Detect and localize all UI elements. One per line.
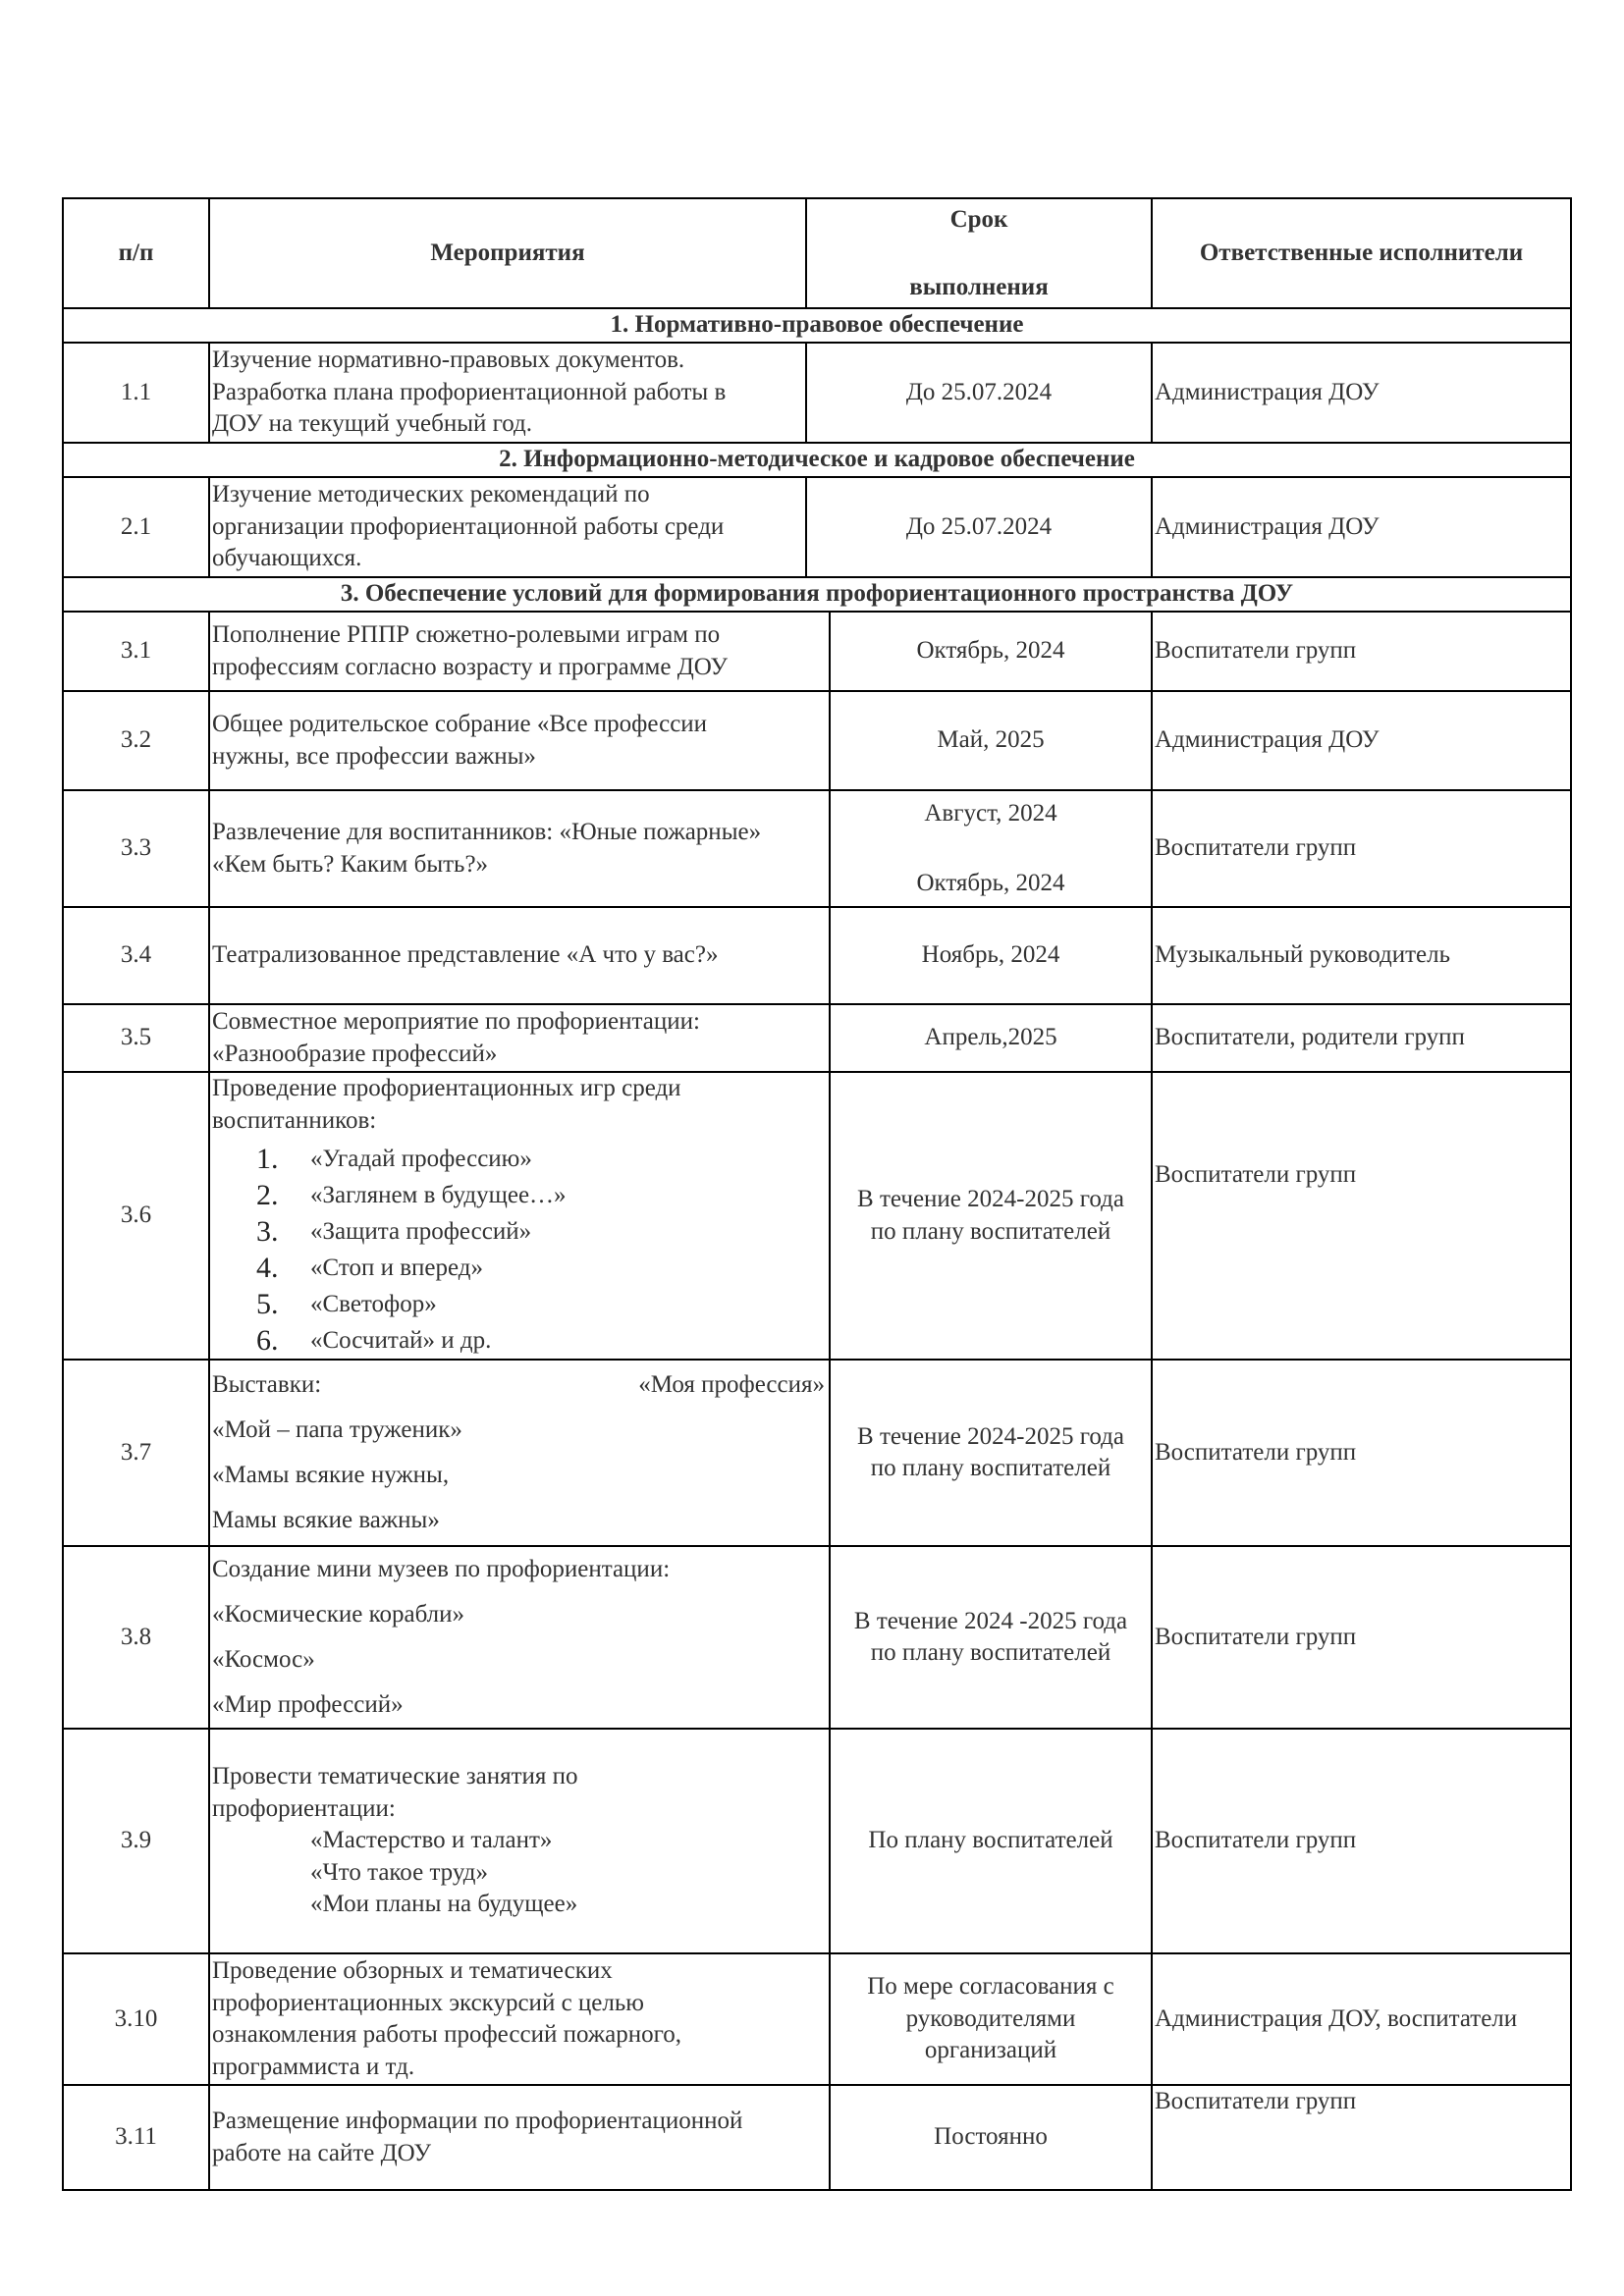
row-number: 3.11 — [63, 2085, 209, 2190]
header-event: Мероприятия — [209, 198, 806, 308]
deadline-line: организаций — [924, 2037, 1057, 2064]
event-line: «Мир профессий» — [212, 1691, 404, 1718]
row-deadline: Апрель,2025 — [830, 1004, 1152, 1072]
table-row — [63, 477, 1571, 577]
deadline-line: В течение 2024 -2025 года — [853, 1607, 1128, 1634]
row-responsible: Администрация ДОУ — [1152, 343, 1571, 443]
list-item: «Светофор» — [310, 1291, 437, 1317]
row-responsible: Воспитатели групп — [1152, 1546, 1571, 1729]
event-line: Разработка плана профориентационной работы в — [212, 378, 727, 405]
event-line: ознакомления работы профессий пожарного, — [212, 2021, 681, 2048]
event-line: ДОУ на текущий учебный год. — [212, 410, 533, 438]
row-responsible: Музыкальный руководитель — [1152, 907, 1571, 1004]
row-responsible: Администрация ДОУ — [1152, 691, 1571, 790]
event-line: «Космические корабли» — [212, 1601, 465, 1628]
row-number: 3.2 — [63, 691, 209, 790]
deadline-line: по плану воспитателей — [870, 1217, 1111, 1245]
event-line: Развлечение для воспитанников: «Юные пожарные» — [212, 819, 762, 845]
row-event — [209, 691, 830, 790]
row-event — [209, 1360, 830, 1546]
event-line: профориентации: — [212, 1794, 396, 1822]
list-item: «Заглянем в будущее…» — [310, 1182, 567, 1208]
table-row — [63, 1546, 1571, 1729]
deadline-line: В течение 2024-2025 года — [857, 1186, 1124, 1212]
row-number: 3.6 — [63, 1072, 209, 1360]
event-line: Изучение методических рекомендаций по — [212, 481, 650, 508]
row-number: 3.1 — [63, 612, 209, 691]
deadline-line: по плану воспитателей — [870, 1455, 1111, 1481]
list-item: «Стоп и вперед» — [310, 1255, 483, 1281]
event-line: Создание мини музеев по профориентации: — [212, 1556, 671, 1582]
table-row — [63, 2085, 1571, 2190]
row-number: 3.4 — [63, 907, 209, 1004]
row-event — [209, 2085, 830, 2190]
event-line: «Кем быть? Каким быть?» — [212, 850, 489, 878]
header-num: п/п — [63, 198, 209, 308]
row-number: 3.9 — [63, 1729, 209, 1953]
row-event — [209, 1004, 830, 1072]
event-line: «Мой – папа труженик» — [212, 1416, 462, 1443]
row-deadline: Ноябрь, 2024 — [830, 907, 1152, 1004]
row-responsible: Воспитатели групп — [1152, 1729, 1571, 1953]
topic-item: «Мои планы на будущее» — [310, 1891, 578, 1918]
event-line: профессиям согласно возрасту и программе ДОУ — [212, 653, 729, 680]
event-line: Провести тематические занятия по — [212, 1763, 578, 1790]
section-row — [63, 308, 1571, 343]
row-event — [209, 477, 806, 577]
deadline-line: Август, 2024 — [924, 800, 1057, 827]
exhibit-label: Выставки: — [212, 1371, 322, 1398]
event-line: Проведение профориентационных игр среди — [212, 1075, 681, 1101]
row-responsible: Воспитатели групп — [1152, 2085, 1571, 2190]
row-responsible: Воспитатели групп — [1152, 790, 1571, 907]
event-line: обучающихся. — [212, 545, 362, 572]
deadline-line: Октябрь, 2024 — [916, 869, 1065, 896]
list-item: «Сосчитай» и др. — [310, 1327, 492, 1354]
event-line: программиста и тд. — [212, 2053, 415, 2080]
row-event — [209, 1072, 830, 1360]
row-responsible: Воспитатели групп — [1152, 1072, 1571, 1360]
event-line: Размещение информации по профориентационной — [212, 2108, 743, 2134]
event-line: нужны, все профессии важны» — [212, 742, 536, 770]
row-event — [209, 1546, 830, 1729]
table-row — [63, 907, 1571, 1004]
table-row — [63, 1953, 1571, 2085]
exhibit-first: «Моя профессия» — [638, 1371, 825, 1398]
table-row — [63, 1360, 1571, 1546]
list-item: «Защита профессий» — [310, 1218, 532, 1245]
deadline-line: руководителями — [905, 2004, 1076, 2032]
event-line: воспитанников: — [212, 1106, 377, 1134]
event-line: Пополнение РППР сюжетно-ролевыми играм по — [212, 621, 721, 648]
row-deadline: Май, 2025 — [830, 691, 1152, 790]
row-number: 2.1 — [63, 477, 209, 577]
row-deadline: До 25.07.2024 — [806, 477, 1152, 577]
row-number: 3.8 — [63, 1546, 209, 1729]
row-event — [209, 790, 830, 907]
row-event — [209, 1729, 830, 1953]
row-deadline — [830, 1953, 1152, 2085]
row-responsible: Администрация ДОУ — [1152, 477, 1571, 577]
row-responsible: Администрация ДОУ, воспитатели — [1152, 1953, 1571, 2085]
document-page — [62, 197, 1570, 2191]
row-event — [209, 1953, 830, 2085]
event-line: Изучение нормативно-правовых документов. — [212, 347, 685, 374]
row-event — [209, 343, 806, 443]
event-line: работе на сайте ДОУ — [212, 2139, 432, 2166]
event-line: Совместное мероприятие по профориентации: — [212, 1008, 700, 1035]
table-row — [63, 1004, 1571, 1072]
topic-item: «Что такое труд» — [310, 1858, 488, 1886]
row-deadline: Постоянно — [830, 2085, 1152, 2190]
row-number: 3.3 — [63, 790, 209, 907]
event-line: профориентационных экскурсий с целью — [212, 1989, 644, 2016]
topic-item: «Мастерство и талант» — [310, 1827, 553, 1854]
table-row — [63, 790, 1571, 907]
row-event — [209, 612, 830, 691]
activity-plan-table — [62, 197, 1572, 2191]
row-deadline — [830, 1072, 1152, 1360]
event-line: Мамы всякие важны» — [212, 1507, 440, 1533]
event-line: «Мамы всякие нужны, — [212, 1462, 450, 1488]
games-list — [212, 1141, 829, 1359]
section-title: 2. Информационно-методическое и кадровое обеспечение — [63, 443, 1571, 477]
row-responsible: Воспитатели, родители групп — [1152, 1004, 1571, 1072]
deadline-line: по плану воспитателей — [870, 1639, 1111, 1666]
row-event — [209, 907, 830, 1004]
event-line: Проведение обзорных и тематических — [212, 1957, 613, 1984]
section-row — [63, 577, 1571, 612]
row-deadline — [830, 1360, 1152, 1546]
table-row — [63, 691, 1571, 790]
row-number: 1.1 — [63, 343, 209, 443]
event-line: Театрализованное представление «А что у вас?» — [212, 941, 719, 969]
row-responsible: Воспитатели групп — [1152, 612, 1571, 691]
event-line: «Космос» — [212, 1646, 315, 1673]
row-number: 3.10 — [63, 1953, 209, 2085]
section-title: 3. Обеспечение условий для формирования профориентационного пространства ДОУ — [63, 577, 1571, 612]
header-deadline — [806, 198, 1152, 308]
deadline-line: По мере согласования с — [867, 1973, 1114, 2001]
table-row — [63, 343, 1571, 443]
exhibit-header — [212, 1362, 829, 1408]
header-deadline-line2: выполнения — [909, 274, 1049, 300]
row-deadline — [830, 790, 1152, 907]
event-line: Общее родительское собрание «Все профессии — [212, 711, 708, 737]
header-deadline-line1: Срок — [949, 206, 1008, 233]
row-number: 3.5 — [63, 1004, 209, 1072]
row-responsible: Воспитатели групп — [1152, 1360, 1571, 1546]
row-deadline — [830, 1546, 1152, 1729]
row-deadline: По плану воспитателей — [830, 1729, 1152, 1953]
header-responsible: Ответственные исполнители — [1152, 198, 1571, 308]
row-deadline: Октябрь, 2024 — [830, 612, 1152, 691]
section-title: 1. Нормативно-правовое обеспечение — [63, 308, 1571, 343]
list-item: «Угадай профессию» — [310, 1146, 532, 1172]
table-row — [63, 1072, 1571, 1360]
deadline-line: В течение 2024-2025 года — [857, 1422, 1124, 1450]
table-row — [63, 612, 1571, 691]
section-row — [63, 443, 1571, 477]
event-line: «Разнообразие профессий» — [212, 1040, 498, 1067]
row-deadline: До 25.07.2024 — [806, 343, 1152, 443]
table-row — [63, 1729, 1571, 1953]
header-row — [63, 198, 1571, 308]
row-number: 3.7 — [63, 1360, 209, 1546]
event-line: организации профориентационной работы среди — [212, 512, 725, 540]
